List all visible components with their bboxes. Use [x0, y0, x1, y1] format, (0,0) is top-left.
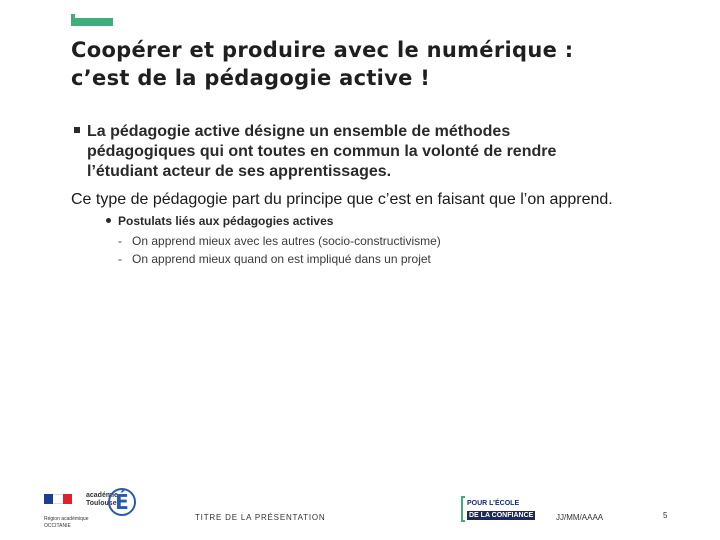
dash-item-text: On apprend mieux avec les autres (socio-constructivisme) [132, 234, 441, 248]
slide-title-line1: Coopérer et produire avec le numérique : [71, 38, 574, 62]
square-bullet-icon [74, 127, 80, 133]
republic-logo-line1: Région académique [44, 516, 89, 522]
accent-bar [71, 18, 113, 26]
academy-logo-line1: académie [86, 492, 118, 499]
bracket-icon [461, 496, 465, 522]
sub-bullet [106, 213, 333, 229]
page-number: 5 [663, 511, 668, 520]
republic-logo-line2: OCCITANIE [44, 523, 71, 529]
main-bullet-line3: l’étudiant acteur de ses apprentissages. [87, 163, 392, 180]
sub-bullet-text: Postulats liés aux pédagogies actives [118, 214, 334, 228]
ecole-logo-line2: DE LA CONFIANCE [469, 512, 534, 519]
academy-logo [86, 488, 138, 520]
principle-text: Ce type de pédagogie part du principe que c’est en faisant que l’on apprend. [71, 191, 613, 208]
slide-title-line2: c’est de la pédagogie active ! [71, 66, 431, 90]
ecole-logo-line1: POUR L’ÉCOLE [467, 500, 520, 507]
dash-item-text: On apprend mieux quand on est impliqué dans un projet [132, 252, 431, 266]
presentation-title: TITRE DE LA PRÉSENTATION [195, 513, 326, 522]
main-bullet-line1: La pédagogie active désigne un ensemble de méthodes [87, 123, 511, 140]
dash-icon: - [118, 234, 122, 248]
republic-logo [44, 494, 72, 512]
main-bullet-line2: pédagogiques qui ont toutes en commun la volonté de rendre [87, 143, 557, 160]
french-flag-icon [44, 494, 72, 504]
dash-list-item [118, 232, 441, 250]
main-bullet-text [74, 122, 674, 182]
footer-date: JJ/MM/AAAA [556, 513, 604, 522]
dash-list [118, 232, 441, 268]
dash-icon: - [118, 252, 122, 266]
ecole-confiance-logo [461, 496, 553, 526]
main-bullet [74, 122, 674, 182]
dash-list-item [118, 250, 441, 268]
republic-logo-text [44, 516, 88, 530]
academy-logo-line2: Toulouse [86, 500, 117, 507]
round-bullet-icon [106, 218, 111, 223]
slide-title [71, 36, 671, 92]
academy-e-icon: É [108, 488, 136, 516]
